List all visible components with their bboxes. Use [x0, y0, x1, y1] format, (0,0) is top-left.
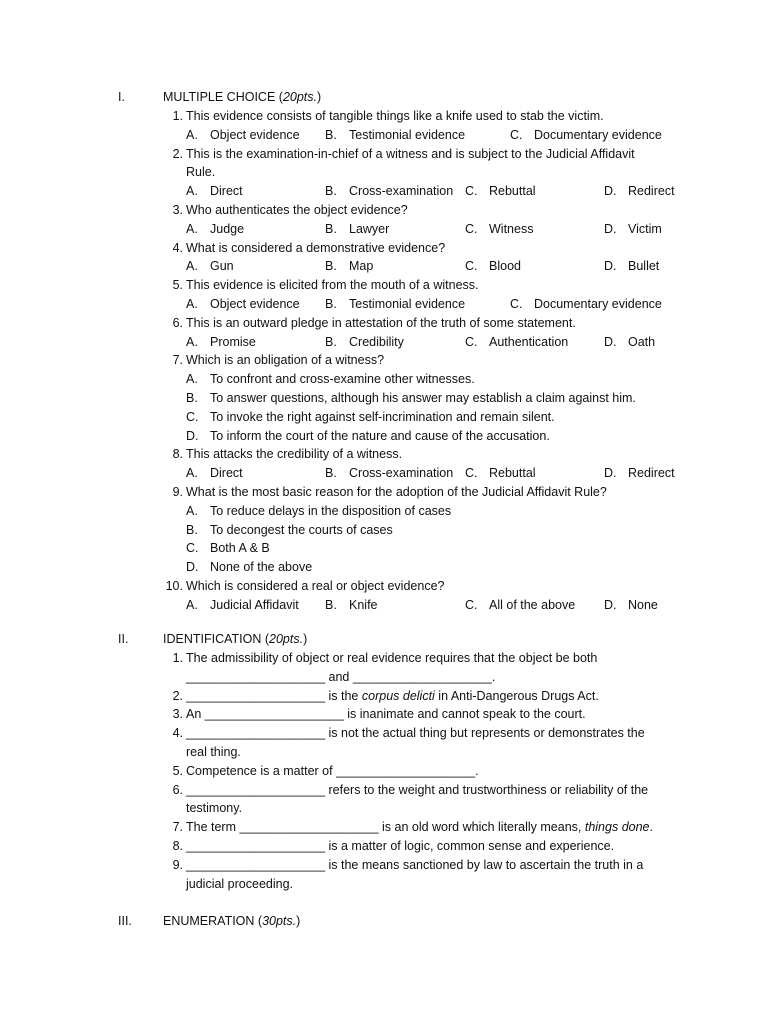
option-letter: D. [186, 560, 199, 575]
answer-option [325, 126, 465, 145]
answer-option [465, 257, 521, 276]
option-text: Bullet [628, 259, 660, 274]
option-text: None [628, 597, 658, 612]
option-letter: C. [465, 221, 478, 236]
question-number: 2. [172, 146, 183, 161]
answer-option [465, 333, 568, 352]
option-text: To answer questions, although his answer may establish a claim against him. [210, 391, 636, 405]
option-text: Knife [349, 597, 378, 612]
option-text: Judicial Affidavit [210, 597, 299, 612]
question-text: Who authenticates the object evidence? [186, 203, 408, 217]
option-letter: B. [186, 391, 198, 405]
option-letter: A. [186, 503, 198, 518]
answer-option [186, 333, 256, 352]
option-letter: A. [186, 127, 198, 142]
answer-option [186, 389, 636, 408]
option-letter: D. [604, 334, 617, 349]
section-title: ENUMERATION (30pts.) [163, 914, 301, 928]
option-letter: D. [604, 184, 617, 199]
question-number: 6. [172, 315, 183, 330]
option-text: Map [349, 259, 374, 274]
item-number: 5. [172, 763, 183, 778]
option-letter: B. [325, 297, 337, 311]
question-text: Which is an obligation of a witness? [186, 353, 385, 368]
option-text: To inform the court of the nature and cause of the accusation. [210, 428, 550, 443]
option-text: To decongest the courts of cases [210, 522, 393, 537]
option-text: Object evidence [210, 297, 300, 311]
item-text: ____________________ refers to the weight and trustworthiness or reliability of the [186, 782, 649, 797]
option-text: All of the above [489, 597, 576, 612]
option-letter: D. [186, 428, 199, 443]
option-letter: A. [186, 221, 198, 236]
answer-option [465, 464, 536, 483]
question-text: What is the most basic reason for the adoption of the Judicial Affidavit Rule? [186, 485, 607, 499]
option-text: To confront and cross-examine other witnesses. [210, 372, 475, 387]
option-text: Direct [210, 184, 243, 199]
option-text: To reduce delays in the disposition of cases [210, 503, 452, 518]
answer-option [186, 220, 244, 239]
option-text: Redirect [628, 466, 675, 481]
option-letter: D. [604, 221, 617, 236]
item-text: ____________________ is the means sanctioned by law to ascertain the truth in a [186, 857, 644, 872]
item-number: 7. [172, 820, 183, 835]
answer-option [465, 596, 575, 615]
option-text: Rebuttal [489, 184, 536, 199]
question-text: This is the examination-in-chief of a witness and is subject to the Judicial Affidavit [186, 146, 635, 161]
answer-option [325, 596, 378, 615]
section-title: IDENTIFICATION (20pts.) [163, 632, 308, 646]
answer-option [325, 182, 453, 201]
option-text: Direct [210, 466, 243, 481]
option-text: Cross-examination [349, 466, 454, 481]
option-text: Victim [628, 221, 662, 236]
answer-option [465, 182, 536, 201]
item-text: Competence is a matter of ____________________. [186, 763, 479, 778]
question-number: 1. [172, 109, 183, 123]
option-letter: C. [186, 409, 199, 424]
question-number: 7. [172, 353, 183, 368]
answer-option [186, 370, 475, 389]
option-letter: D. [604, 466, 617, 481]
answer-option [186, 539, 270, 558]
option-text: To invoke the right against self-incrimination and remain silent. [210, 409, 555, 424]
option-text: Judge [210, 221, 245, 236]
item-number: 1. [172, 651, 183, 665]
answer-option [604, 220, 662, 239]
answer-option [325, 464, 453, 483]
item-text-continued: ____________________ and ____________________. [186, 669, 496, 684]
answer-option [186, 126, 300, 145]
item-number: 4. [172, 726, 183, 741]
answer-option [604, 464, 675, 483]
option-letter: B. [325, 184, 337, 199]
option-letter: C. [465, 334, 478, 349]
item-text: ____________________ is not the actual thing but represents or demonstrates the [186, 726, 645, 741]
option-letter: C. [465, 597, 478, 612]
option-text: Cross-examination [349, 184, 454, 199]
option-letter: B. [325, 259, 337, 274]
answer-option [325, 295, 465, 314]
item-number: 6. [172, 782, 183, 797]
answer-option [604, 257, 659, 276]
item-text-continued: testimony. [186, 801, 243, 816]
answer-option [510, 295, 662, 314]
option-text: Testimonial evidence [349, 127, 466, 142]
answer-option [186, 427, 550, 446]
answer-option [186, 558, 312, 577]
option-letter: D. [604, 597, 617, 612]
question-text: This evidence is elicited from the mouth of a witness. [186, 278, 479, 293]
question-text: This evidence consists of tangible things like a knife used to stab the victim. [186, 109, 604, 123]
option-text: Oath [628, 334, 656, 349]
answer-option [325, 220, 389, 239]
option-letter: D. [604, 259, 617, 274]
answer-option [325, 333, 404, 352]
answer-option [604, 182, 675, 201]
answer-option [604, 333, 655, 352]
option-text: Documentary evidence [534, 297, 662, 311]
option-letter: A. [186, 297, 198, 311]
option-letter: B. [325, 334, 337, 349]
option-letter: C. [510, 127, 523, 142]
option-letter: B. [325, 597, 337, 612]
option-text: Blood [489, 259, 521, 274]
question-text: This attacks the credibility of a witness. [186, 447, 403, 462]
section-roman: I. [118, 90, 125, 104]
option-letter: A. [186, 334, 198, 349]
option-text: None of the above [210, 560, 313, 575]
option-text: Rebuttal [489, 466, 536, 481]
option-letter: B. [186, 522, 198, 537]
item-text: The admissibility of object or real evidence requires that the object be both [186, 651, 598, 665]
option-text: Credibility [349, 334, 404, 349]
option-letter: C. [465, 466, 478, 481]
option-letter: B. [325, 127, 337, 142]
option-text: Witness [489, 221, 534, 236]
answer-option [186, 521, 393, 540]
item-text: The term ____________________ is an old word which literally means, things done. [186, 820, 653, 835]
option-text: Both A & B [210, 541, 270, 556]
answer-option [186, 408, 555, 427]
option-text: Object evidence [210, 127, 300, 142]
item-number: 2. [172, 688, 183, 703]
question-number: 8. [172, 447, 183, 462]
option-letter: A. [186, 259, 198, 274]
answer-option [186, 257, 234, 276]
item-text: ____________________ is the corpus delicti in Anti-Dangerous Drugs Act. [186, 688, 599, 703]
answer-option [465, 220, 533, 239]
question-text: What is considered a demonstrative evidence? [186, 240, 446, 255]
answer-option [186, 596, 299, 615]
option-letter: C. [465, 259, 478, 274]
question-number: 10. [165, 579, 183, 593]
question-text-continued: Rule. [186, 165, 216, 180]
option-letter: C. [510, 297, 523, 311]
option-letter: B. [325, 466, 337, 481]
section-roman: III. [118, 914, 132, 928]
section-roman: II. [118, 632, 129, 646]
option-letter: A. [186, 466, 198, 481]
option-letter: A. [186, 184, 198, 199]
option-letter: C. [465, 184, 478, 199]
answer-option [510, 126, 662, 145]
item-text: An ____________________ is inanimate and cannot speak to the court. [186, 707, 586, 722]
option-text: Promise [210, 334, 256, 349]
item-number: 8. [172, 839, 183, 853]
answer-option [186, 182, 243, 201]
answer-option [186, 295, 300, 314]
option-text: Gun [210, 259, 234, 274]
option-text: Testimonial evidence [349, 297, 466, 311]
option-letter: A. [186, 597, 198, 612]
question-number: 3. [172, 203, 183, 217]
item-text-continued: real thing. [186, 745, 241, 759]
option-text: Documentary evidence [534, 127, 662, 142]
question-text: This is an outward pledge in attestation of the truth of some statement. [186, 315, 576, 330]
option-letter: B. [325, 221, 337, 236]
item-text: ____________________ is a matter of logic, common sense and experience. [186, 839, 615, 853]
option-letter: C. [186, 541, 199, 556]
question-number: 9. [172, 485, 183, 499]
answer-option [604, 596, 658, 615]
item-number: 3. [172, 707, 183, 722]
option-text: Lawyer [349, 221, 390, 236]
answer-option [325, 257, 373, 276]
item-text-continued: judicial proceeding. [186, 876, 294, 891]
question-text: Which is considered a real or object evidence? [186, 579, 445, 593]
option-letter: A. [186, 372, 198, 387]
section-title: MULTIPLE CHOICE (20pts.) [163, 90, 322, 104]
question-number: 5. [172, 278, 183, 293]
item-number: 9. [172, 857, 183, 872]
answer-option [186, 502, 451, 521]
option-text: Authentication [489, 334, 569, 349]
answer-option [186, 464, 243, 483]
question-number: 4. [172, 240, 183, 255]
option-text: Redirect [628, 184, 675, 199]
